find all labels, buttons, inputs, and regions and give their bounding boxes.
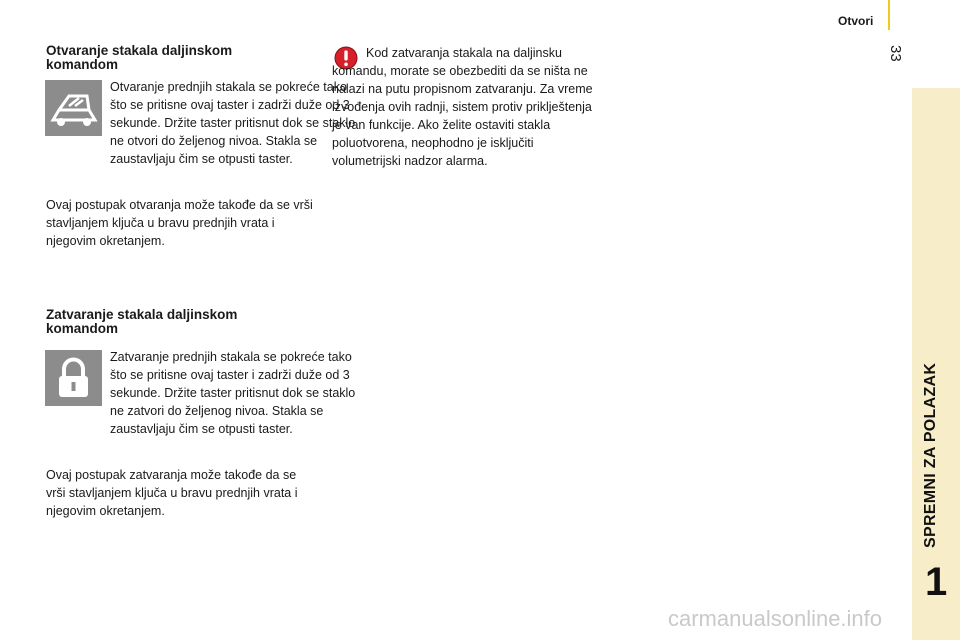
close-section-heading: Zatvaranje stakala daljinskom komandom [46, 307, 238, 336]
open-section-heading: Otvaranje stakala daljinskom komandom [46, 43, 233, 72]
chapter-number: 1 [925, 560, 948, 604]
page-number: 33 [887, 45, 904, 62]
header-accent-line [888, 0, 890, 30]
chapter-title: SPREMNI ZA POLAZAK [922, 362, 939, 548]
close-section-paragraph-2: Ovaj postupak zatvaranja može takođe da se vrši stavljanjem ključa u bravu prednjih vrata i njegovim okretanjem. [46, 468, 298, 518]
watermark: carmanualsonline.info [668, 606, 883, 631]
open-section-paragraph-2: Ovaj postupak otvaranja može takođe da se vrši stavljanjem ključa u bravu prednjih vrata i njegovim okretanjem. [46, 198, 313, 248]
section-header: Otvori [838, 14, 874, 28]
warning-text: Kod zatvaranja stakala na daljinsku komandu, morate se obezbediti da se ništa ne nalazi na putu propisnom zatvaranju. Za vreme izvođenja ovih radnji, sistem protiv priklještenja je van funkcije. Ako želite ostaviti stakla poluotvorena, neophodno je isključiti volumetrijski nadzor alarma. [332, 46, 593, 168]
close-section-paragraph-1: Zatvaranje prednjih stakala se pokreće tako što se pritisne ovaj taster i zadrži duže od 3 sekunde. Držite taster pritisnut dok se staklo ne zatvori do željenog nivoa. Stakla se zaustavljaju čim se otpusti taster. [110, 350, 356, 436]
open-section-paragraph-1: Otvaranje prednjih stakala se pokreće tako što se pritisne ovaj taster i zadrži duže od 3 sekunde. Držite taster pritisnut dok se staklo ne otvori do željenog nivoa. Stakla se zaustavljaju čim se otpusti taster. [110, 80, 356, 166]
